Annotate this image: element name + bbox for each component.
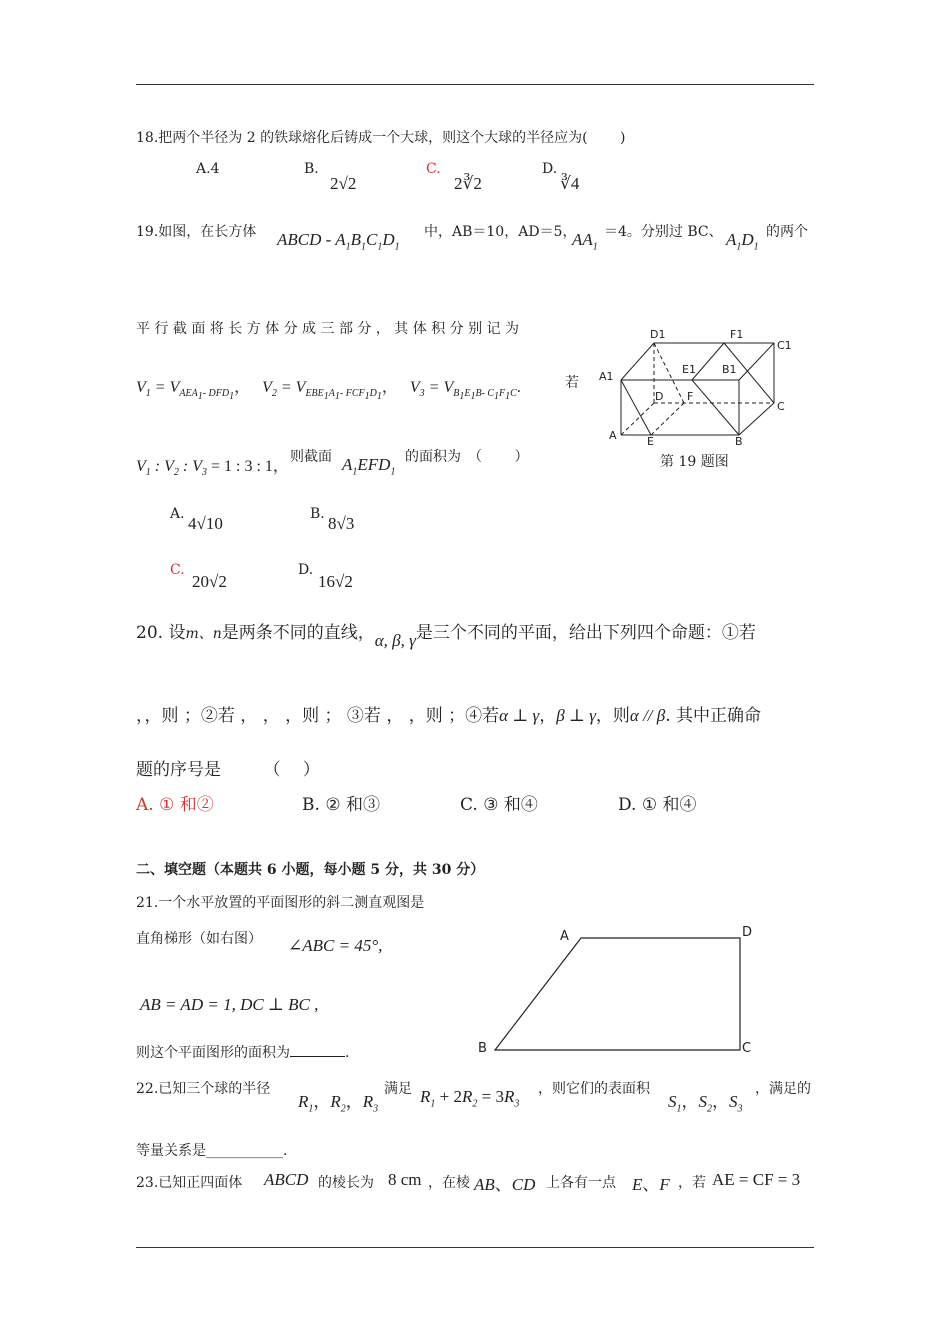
q20-line1-a: 20. 设 [136, 623, 186, 643]
fig-label-c: C [777, 400, 785, 413]
q19-a1d1: $A_1D_1$ [726, 230, 759, 253]
q21-line4-text: 则这个平面图形的面积为 [136, 1045, 290, 1061]
q20-option-a [136, 790, 214, 815]
q23-points: E、F [632, 1175, 670, 1194]
q21-line2: 直角梯形（如右图） [136, 931, 262, 947]
fig-label-f: F [687, 390, 694, 403]
fig-label-a1: A1 [599, 370, 614, 383]
q23-d: 上各有一点 [546, 1175, 616, 1191]
q20-option-b-value: ② 和③ [325, 795, 380, 815]
q19-option-a-label: A. [170, 506, 185, 522]
q19-area-tail: 的面积为 （ ） [405, 449, 529, 465]
q22-relation: $R_1 + 2R_2 = 3R_3$ [420, 1087, 520, 1110]
fig-label-b1: B1 [722, 363, 737, 376]
q19-aa1: $AA_1$ [572, 230, 598, 253]
q19-ratio: $V_1$ : $V_2$ : $V_3 = 1$ : 3 : 1， [136, 458, 289, 479]
q19-option-c-value: 20√2 [192, 572, 227, 591]
footer-rule [136, 1247, 814, 1248]
q19-stem-d: 的两个 [766, 224, 808, 240]
q22-b: 满足 [384, 1081, 412, 1097]
q19-stem-c: ＝4。分别过 BC、 [604, 224, 723, 240]
q20-line2-a: ，，则 ；②若 ， ， ，则 ； ③若 ， ，则 ；④若 [136, 706, 500, 726]
q20-line1 [136, 618, 756, 650]
q23-edges: AB、CD [474, 1175, 536, 1194]
q19-ratio-tail: 则截面 [290, 449, 332, 465]
q21-figure [470, 920, 760, 1065]
q20-option-d-label: D. [618, 795, 637, 815]
q19-option-d-label: D. [298, 562, 314, 578]
q23-a: 23.已知正四面体 [136, 1175, 243, 1191]
q22-d: ，满足的 [755, 1081, 811, 1097]
q23-f: AE = CF = 3 [712, 1170, 801, 1189]
q20-option-a-label: A. [136, 795, 154, 815]
q21-line4-end: . [345, 1045, 350, 1061]
q20-planes: α, β, γ [374, 631, 416, 650]
q19-stem-b: 中，AB＝10，AD＝5， [424, 224, 577, 240]
q18-option-d-label: D. [542, 161, 558, 177]
q23-c: ，在棱 [428, 1175, 470, 1191]
q18-option-a-value: 4 [210, 161, 220, 177]
q22-areas: $S_1$，$S_2$，$S_3$ [668, 1092, 743, 1115]
q20-line2 [136, 701, 761, 726]
fig-label-a: A [609, 429, 617, 442]
q23-length: 8 cm [388, 1170, 422, 1189]
q21-fig-label-d: D [742, 925, 753, 940]
q19-option-c-label: C. [170, 562, 185, 578]
q21-line4 [136, 1042, 349, 1062]
q21-fig-label-c: C [742, 1041, 752, 1056]
q22-c: ，则它们的表面积 [538, 1081, 650, 1097]
q20-cond4: α ⊥ γ，β ⊥ γ [499, 706, 596, 725]
q18-option-d-value: ∛4 [560, 174, 580, 193]
q23-b: 的棱长为 [318, 1175, 374, 1191]
fig-label-c1: C1 [777, 339, 792, 352]
fig-label-e1: E1 [682, 363, 696, 376]
q21-angle: ∠ABC = 45°, [288, 936, 383, 955]
q22-radii: $R_1$，$R_2$，$R_3$ [298, 1092, 379, 1115]
header-rule [136, 84, 814, 85]
q22-a: 22.已知三个球的半径 [136, 1081, 271, 1097]
q20-option-d-value: ① 和④ [641, 795, 697, 815]
q19-paragraph: 平 行 截 面 将 长 方 体 分 成 三 部 分 ， 其 体 积 分 别 记 为 [136, 321, 520, 337]
q20-line1-c: 是两条不同的直线， [221, 623, 375, 643]
q19-solid-name: ABCD - $A_1B_1C_1D_1$ [277, 230, 400, 253]
q20-mn: m、n [185, 626, 222, 642]
q19-volumes: $V_1 = V_{AEA_1- DFD_1}$， $V_2 = V_{EBE_1A_1- FCF_1D_1}$， $V_3 = V_{B_1E_1B- C_1F_1C}$. [136, 379, 521, 403]
q23-abcd: ABCD [264, 1170, 309, 1189]
fig-label-b: B [735, 435, 743, 448]
fig-label-e: E [647, 435, 654, 448]
q20-option-d [618, 790, 697, 815]
q19-option-b-label: B. [310, 506, 325, 522]
q19-option-a-value: 4√10 [188, 514, 223, 533]
q20-option-c-label: C. [460, 795, 478, 815]
fig-label-d1: D1 [650, 328, 666, 341]
section-title: 二、填空题（本题共 6 小题，每小题 5 分，共 30 分） [136, 862, 485, 878]
fig-label-f1: F1 [730, 328, 744, 341]
q20-line3: 题的序号是 （ ） [136, 760, 320, 780]
q21-condition: AB = AD = 1, DC ⊥ BC , [140, 995, 319, 1014]
q21-line1: 21.一个水平放置的平面图形的斜二测直观图是 [136, 895, 425, 911]
q20-line2-b: ，则 [595, 706, 630, 726]
q19-figure-caption: 第 19 题图 [660, 454, 729, 470]
q18-option-a [196, 161, 219, 177]
q18-option-b-label: B. [304, 161, 319, 177]
q19-stem-a: 19.如图，在长方体 [136, 224, 257, 240]
q19-option-b-value: 8√3 [328, 514, 355, 533]
q21-fig-label-a: A [560, 929, 569, 944]
q18-option-a-label: A. [196, 161, 211, 177]
q20-option-a-value: ① 和② [159, 795, 214, 815]
q21-answer-blank[interactable] [290, 1042, 345, 1057]
q23-e: ，若 [678, 1175, 706, 1191]
fig-label-d: D [655, 390, 664, 403]
q19-section-name: $A_1EFD_1$ [342, 455, 396, 478]
q20-line1-d: 是三个不同的平面，给出下列四个命题：①若 [415, 623, 756, 643]
q19-ruo: 若 [565, 375, 579, 391]
q18-option-c-value: 2∛2 [454, 174, 482, 193]
q20-line2-c: . 其中正确命 [665, 706, 762, 726]
q20-concl4: α // β [629, 706, 666, 725]
q18-stem: 18.把两个半径为 2 的铁球熔化后铸成一个大球，则这个大球的半径应为( ) [136, 130, 626, 146]
q20-option-c-value: ③ 和④ [483, 795, 538, 815]
q22-e: 等量关系是___________. [136, 1143, 288, 1159]
q21-fig-label-b: B [478, 1041, 487, 1056]
q20-option-b-label: B. [302, 795, 320, 815]
q19-option-d-value: 16√2 [318, 572, 353, 591]
q18-option-c-label: C. [426, 161, 441, 177]
q20-option-c [460, 790, 538, 815]
q18-option-b-value: 2√2 [330, 174, 357, 193]
q20-option-b [302, 790, 380, 815]
